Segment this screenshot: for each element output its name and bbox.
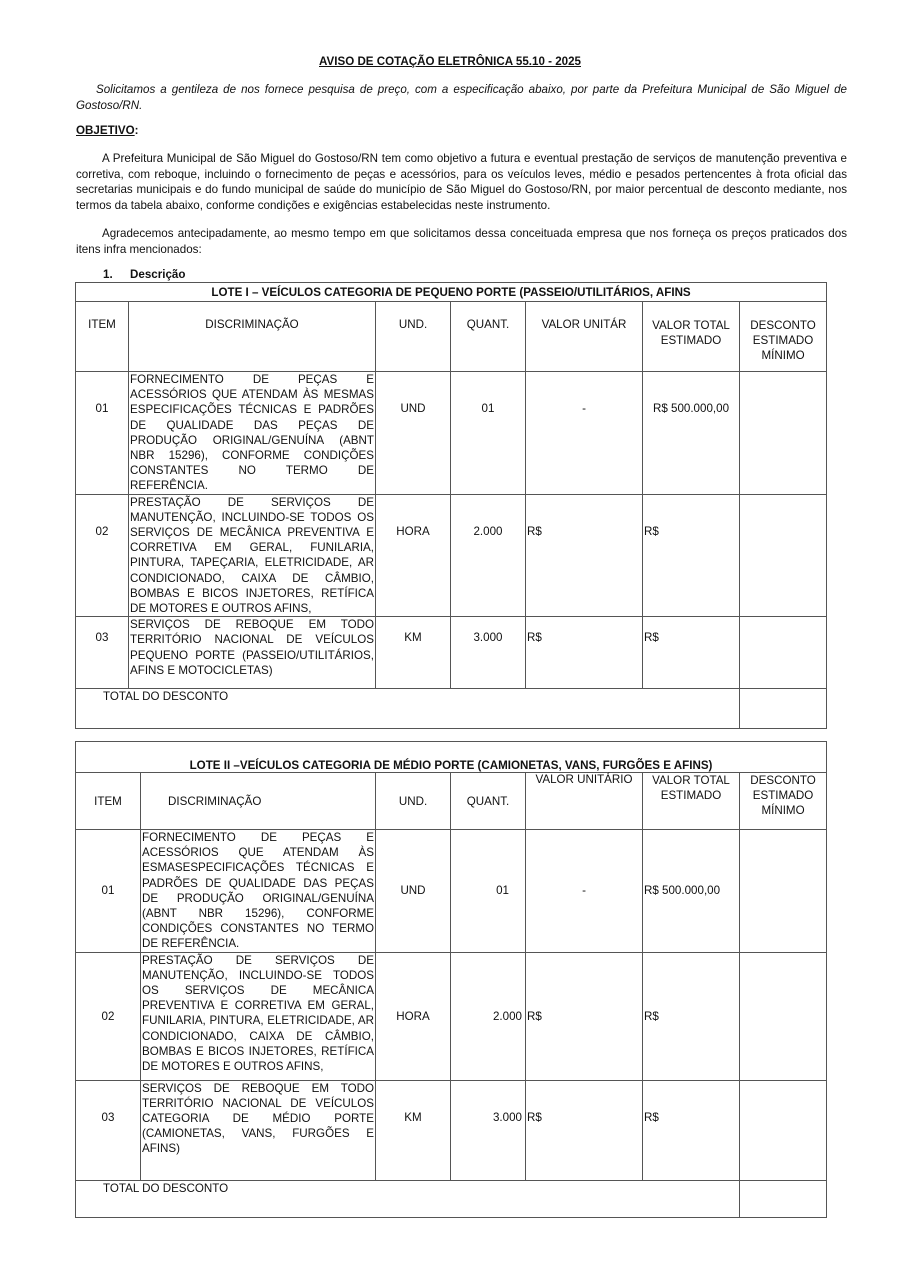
header-total-value: VALOR TOTAL ESTIMADO (643, 773, 740, 830)
lot-2-table (75, 741, 827, 1218)
item-unit-value[interactable]: R$ (526, 494, 643, 617)
item-unit: KM (376, 617, 451, 689)
header-unit-value: VALOR UNITÁR (526, 302, 643, 372)
header-description: DISCRIMINAÇÃO (129, 302, 376, 372)
item-unit-value[interactable]: - (526, 830, 643, 953)
item-description: PRESTAÇÃO DE SERVIÇOS DE MANUTENÇÃO, INCLUINDO-SE TODOS OS SERVIÇOS DE MECÂNICA PREVENTIVA E CORRETIVA EM GERAL, FUNILARIA, PINTURA, TAPEÇARIA, ELETRICIDADE, AR CONDICIONADO, CAIXA DE CÂMBIO, BOMBAS E BICOS INJETORES, RETÍFICA DE MOTORES E OUTROS AFINS, (130, 495, 374, 616)
item-quantity: 01 (451, 830, 526, 953)
table-row (76, 372, 827, 495)
header-unit: UND. (376, 773, 451, 830)
item-description: SERVIÇOS DE REBOQUE EM TODO TERRITÓRIO NACIONAL DE VEÍCULOS PEQUENO PORTE (PASSEIO/UTILITÁRIOS, AFINS E MOTOCICLETAS) (129, 617, 376, 689)
table-row (76, 617, 827, 689)
total-row (76, 689, 827, 729)
item-number: 03 (76, 617, 129, 689)
item-total-value[interactable]: R$ 500.000,00 (643, 372, 740, 495)
table-row (76, 952, 827, 1080)
section-title: Descrição (130, 268, 186, 281)
header-quantity: QUANT. (451, 302, 526, 372)
objective-heading (76, 124, 139, 137)
total-discount-label: TOTAL DO DESCONTO (76, 1180, 740, 1217)
lot-1-title: LOTE I – VEÍCULOS CATEGORIA DE PEQUENO PORTE (PASSEIO/UTILITÁRIOS, AFINS (76, 283, 827, 302)
item-discount[interactable] (740, 830, 827, 953)
item-discount[interactable] (740, 617, 827, 689)
header-description: DISCRIMINAÇÃO (141, 773, 376, 830)
header-total-value: VALOR TOTAL ESTIMADO (643, 302, 740, 372)
item-description: FORNECIMENTO DE PEÇAS E ACESSÓRIOS QUE ATENDAM ÀS ESMASESPECIFICAÇÕES TÉCNICAS E PADRÕES DE QUALIDADE DAS PEÇAS DE PRODUÇÃO ORIGINAL/GENUÍNA (ABNT NBR 15296), CONFORME CONDIÇÕES CONSTANTES NO TERMO DE REFERÊNCIA. (142, 831, 374, 951)
table-row (76, 830, 827, 953)
intro-paragraph: Solicitamos a gentileza de nos fornece pesquisa de preço, com a especificação abaixo, por parte da Prefeitura Municipal de São Miguel de Gostoso/RN. (76, 83, 847, 112)
item-unit: UND (376, 830, 451, 953)
item-number: 02 (76, 494, 129, 617)
item-unit-value[interactable]: R$ (526, 952, 643, 1080)
item-number: 01 (76, 830, 141, 953)
item-number: 03 (76, 1080, 141, 1180)
item-description: FORNECIMENTO DE PEÇAS E ACESSÓRIOS QUE ATENDAM ÀS MESMAS ESPECIFICAÇÕES TÉCNICAS E PADRÕES DE QUALIDADE DAS PEÇAS DE PRODUÇÃO ORIGINAL/GENUÍNA (ABNT NBR 15296), CONFORME CONDIÇÕES CONSTANTES NO TERMO DE REFERÊNCIA. (130, 373, 374, 493)
item-unit: UND (376, 372, 451, 495)
item-description: PRESTAÇÃO DE SERVIÇOS DE MANUTENÇÃO, INCLUINDO-SE TODOS OS SERVIÇOS DE MECÂNICA PREVENTIVA E CORRETIVA EM GERAL, FUNILARIA, PINTURA, ELETRICIDADE, AR CONDICIONADO, CAIXA DE CÂMBIO, BOMBAS E BICOS INJETORES, RETÍFICA DE MOTORES E OUTROS AFINS, (141, 952, 376, 1080)
header-quantity: QUANT. (451, 773, 526, 830)
item-unit-value[interactable]: R$ (526, 617, 643, 689)
item-quantity: 3.000 (451, 1080, 526, 1180)
item-number: 01 (76, 372, 129, 495)
item-unit: KM (376, 1080, 451, 1180)
item-total-value[interactable]: R$ (643, 952, 740, 1080)
section-number: 1. (103, 268, 113, 281)
item-total-value[interactable]: R$ (643, 617, 740, 689)
header-unit-value: VALOR UNITÁRIO (526, 773, 643, 830)
document-title: AVISO DE COTAÇÃO ELETRÔNICA 55.10 - 2025 (319, 55, 581, 68)
header-item: ITEM (76, 773, 141, 830)
table-row (76, 1080, 827, 1180)
total-discount-value[interactable] (740, 1180, 827, 1217)
item-unit-value[interactable]: R$ (526, 1080, 643, 1180)
header-item: ITEM (76, 302, 129, 372)
item-discount[interactable] (740, 372, 827, 495)
item-quantity: 2.000 (451, 494, 526, 617)
total-discount-value[interactable] (740, 689, 827, 729)
header-unit: UND. (376, 302, 451, 372)
item-number: 02 (76, 952, 141, 1080)
item-discount[interactable] (740, 1080, 827, 1180)
total-row (76, 1180, 827, 1217)
item-unit: HORA (376, 494, 451, 617)
item-quantity: 2.000 (451, 952, 526, 1080)
header-discount: DESCONTO ESTIMADO MÍNIMO (740, 302, 827, 372)
item-total-value[interactable]: R$ 500.000,00 (643, 830, 740, 953)
item-unit-value[interactable]: - (526, 372, 643, 495)
item-total-value[interactable]: R$ (643, 494, 740, 617)
objective-colon: : (134, 124, 139, 137)
item-description: SERVIÇOS DE REBOQUE EM TODO TERRITÓRIO NACIONAL DE VEÍCULOS CATEGORIA DE MÉDIO PORTE (CAMIONETAS, VANS, FURGÕES E AFINS) (141, 1080, 376, 1180)
section-heading (103, 268, 185, 281)
item-total-value[interactable]: R$ (643, 1080, 740, 1180)
objective-paragraph: A Prefeitura Municipal de São Miguel do Gostoso/RN tem como objetivo a futura e eventual prestação de serviços de manutenção preventiva e corretiva, com reboque, incluindo o fornecimento de peças e acessórios, para os veículos leves, médio e pesados pertencentes à frota oficial das secretarias municipais e do fundo municipal de saúde do município de São Miguel do Gostoso/RN, por maior percentual de desconto mediante, nos termos da tabela abaixo, conforme condições e exigências estabelecidas neste instrumento. (76, 152, 847, 212)
item-discount[interactable] (740, 494, 827, 617)
item-unit: HORA (376, 952, 451, 1080)
lot-2-title: LOTE II –VEÍCULOS CATEGORIA DE MÉDIO PORTE (CAMIONETAS, VANS, FURGÕES E AFINS) (76, 742, 827, 773)
table-row (76, 494, 827, 617)
item-quantity: 3.000 (451, 617, 526, 689)
item-quantity: 01 (451, 372, 526, 495)
lot-1-table (75, 282, 827, 729)
total-discount-label: TOTAL DO DESCONTO (76, 689, 740, 729)
objective-label: OBJETIVO (76, 124, 135, 137)
thanks-paragraph: Agradecemos antecipadamente, ao mesmo tempo em que solicitamos dessa conceituada empresa que nos forneça os preços praticados dos itens infra mencionados: (76, 227, 847, 256)
item-discount[interactable] (740, 952, 827, 1080)
header-discount: DESCONTO ESTIMADO MÍNIMO (740, 773, 827, 830)
